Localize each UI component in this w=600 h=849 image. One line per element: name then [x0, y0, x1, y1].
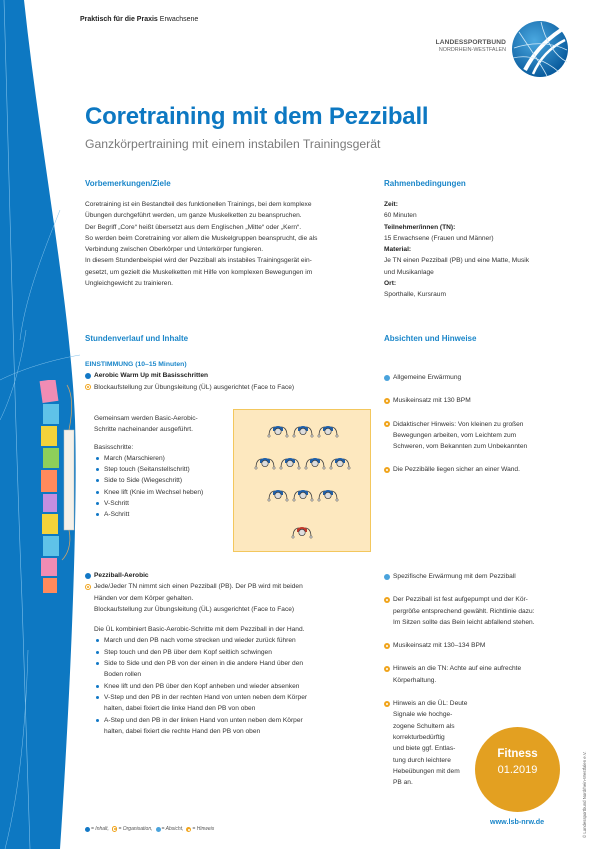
- participant-figure: [266, 424, 290, 438]
- section-heading-vorbemerkungen: Vorbemerkungen/Ziele: [85, 179, 171, 188]
- series-audience: Erwachsene: [159, 16, 199, 23]
- category-badge: [475, 727, 560, 812]
- absicht-item: [384, 571, 584, 582]
- organisation-item: [85, 581, 375, 615]
- hinweis-item: [384, 663, 584, 686]
- step-text: V-Schritt: [104, 500, 129, 508]
- absicht-icon: [156, 827, 161, 832]
- material-value: Je TN einen Pezziball (PB) und eine Matte, Musik: [384, 257, 530, 265]
- steps-label: Basisschritte:: [94, 443, 134, 451]
- step-text: Side to Side (Wiegeschritt): [104, 477, 183, 485]
- hinweis-item: [384, 640, 584, 651]
- basisschritte-text: [94, 413, 229, 521]
- legend: [85, 826, 217, 832]
- block-title: Pezziball-Aerobic: [94, 572, 149, 579]
- participant-figure: [316, 488, 340, 502]
- instructor-figure: [290, 525, 314, 539]
- organisation-text: Blockaufstellung zur Übungsleitung (ÜL) ausgerichtet (Face to Face): [94, 383, 295, 391]
- hinweis-item: [384, 594, 584, 628]
- organisation-text: Jede/Jeder TN nimmt sich einen Pezziball (PB). Der PB wird mit beiden: [94, 583, 303, 591]
- bullet-icon: [96, 651, 99, 654]
- participant-figure: [278, 456, 302, 470]
- text-line: In diesem Stundenbeispiel wird der Pezziball als instabiles Trainingsgerät ein-: [85, 257, 312, 265]
- participant-figure: [291, 424, 315, 438]
- intro-line: Schritte nacheinander ausgeführt.: [94, 426, 193, 434]
- bullet-icon: [96, 513, 99, 516]
- legend-organisation: = Organisation,: [118, 826, 153, 832]
- series-name: Praktisch für die Praxis: [80, 16, 158, 23]
- list-item: [94, 487, 229, 498]
- list-item: [94, 475, 229, 486]
- participant-figure: [266, 488, 290, 502]
- hinweis-icon: [384, 666, 390, 672]
- step-text: halten, dabei fixiert die rechte Hand den PB von oben: [104, 727, 261, 735]
- absichten-block-1: [384, 372, 584, 488]
- step-text: A-Step und den PB in der linken Hand von unten neben dem Körper: [104, 716, 303, 724]
- participant-figure: [316, 424, 340, 438]
- phase-einstimmung: [85, 359, 375, 393]
- hinweis-text: Musikeinsatz mit 130–134 BPM: [393, 642, 486, 650]
- intro-line: Gemeinsam werden Basic-Aerobic-: [94, 415, 198, 422]
- organisation-icon: [85, 384, 91, 390]
- organisation-icon: [85, 584, 91, 590]
- hinweis-icon: [384, 398, 390, 404]
- bullet-icon: [96, 479, 99, 482]
- basisschritte-list: [94, 453, 229, 521]
- hinweis-text: Musikeinsatz mit 130 BPM: [393, 397, 471, 405]
- step-text: Knee lift und den PB über den Kopf anheben und wieder absenken: [104, 682, 300, 690]
- participant-figure: [328, 456, 352, 470]
- legend-absicht: = Absicht,: [161, 826, 184, 832]
- pezziball-steps-list: [94, 635, 375, 737]
- phase-label: EINSTIMMUNG (10–15 Minuten): [85, 361, 187, 368]
- step-text: March (Marschieren): [104, 454, 165, 462]
- organisation-text: Händen vor dem Körper gehalten.: [94, 594, 194, 602]
- step-text: A-Schritt: [104, 511, 130, 519]
- step-text: halten, dabei fixiert die linke Hand den PB von oben: [104, 705, 256, 713]
- section-heading-rahmenbedingungen: Rahmenbedingungen: [384, 179, 466, 188]
- text-line: gesetzt, um gezielt die Muskelketten mit Hilfe von komplexen Bewegungen im: [85, 268, 313, 276]
- hinweis-text: korrekturbedürftig: [393, 733, 445, 741]
- hinweis-icon: [384, 467, 390, 473]
- text-line: Übungen durchgeführt werden, um ganze Muskelketten zu beanspruchen.: [85, 212, 302, 220]
- hinweis-icon: [186, 827, 191, 832]
- material-value: und Musikanlage: [384, 268, 434, 276]
- step-text: Knee lift (Knie im Wechsel heben): [104, 488, 204, 496]
- absicht-icon: [384, 375, 390, 381]
- intro-line: Die ÜL kombiniert Basic-Aerobic-Schritte mit dem Pezziball in der Hand.: [94, 626, 305, 634]
- hinweis-text: und biete ggf. Entlas-: [393, 745, 456, 753]
- list-item: [94, 635, 375, 646]
- hinweis-item: [384, 419, 584, 453]
- step-text: Side to Side und den PB von der einen in die andere Hand über den: [104, 660, 304, 668]
- tn-label: Teilnehmer/innen (TN):: [384, 223, 456, 231]
- list-item: [94, 692, 375, 715]
- badge-category: Fitness: [497, 748, 538, 760]
- landessportbund-logo-icon: [511, 20, 569, 78]
- step-text: Step touch und den PB über dem Kopf seitlich schwingen: [104, 648, 272, 656]
- list-item: [94, 464, 229, 475]
- list-item: [94, 453, 229, 464]
- organisation-text: Blockaufstellung zur Übungsleitung (ÜL) ausgerichtet (Face to Face): [94, 605, 295, 613]
- hinweis-text: Bewegungen arbeiten, vom Leichtem zum: [393, 431, 517, 439]
- zeit-value: 60 Minuten: [384, 212, 417, 220]
- tn-value: 15 Erwachsene (Frauen und Männer): [384, 234, 494, 242]
- step-text: Boden rollen: [104, 671, 142, 679]
- publisher-line-2: NORDRHEIN-WESTFALEN: [438, 47, 506, 53]
- legend-hinweis: = Hinweis: [192, 826, 215, 832]
- zeit-label: Zeit:: [384, 201, 398, 208]
- website-link[interactable]: www.lsb-nrw.de: [490, 817, 545, 826]
- hinweis-text: Im Sitzen sollte das Bein leicht abfallend stehen.: [393, 618, 535, 626]
- inhalt-icon: [85, 827, 90, 832]
- hinweis-icon: [384, 421, 390, 427]
- bullet-icon: [96, 639, 99, 642]
- hinweis-text: tung durch leichtere: [393, 756, 451, 764]
- inhalt-item: [85, 370, 375, 381]
- hinweis-item: [384, 395, 584, 406]
- bullet-icon: [96, 502, 99, 505]
- text-line: So werden beim Coretraining vor allem die Muskelgruppen beansprucht, die als: [85, 234, 318, 242]
- hinweis-icon: [384, 701, 390, 707]
- rahmenbedingungen-list: [384, 199, 584, 301]
- hinweis-text: Hinweis an die ÜL: Deute: [393, 700, 468, 708]
- hinweis-text: Schweren, vom Bekannten zum Unbekannten: [393, 443, 528, 451]
- bullet-icon: [96, 719, 99, 722]
- hinweis-text: Körperhaltung.: [393, 676, 437, 684]
- organisation-icon: [112, 826, 118, 832]
- publisher-line-1: LANDESSPORTBUND: [435, 39, 506, 46]
- hinweis-text: Der Pezziball ist fest aufgepumpt und der Kör-: [393, 596, 528, 604]
- list-item: [94, 498, 229, 509]
- participant-figure: [253, 456, 277, 470]
- absicht-text: Allgemeine Erwärmung: [393, 374, 462, 381]
- hinweis-text: Hebeübungen mit dem: [393, 767, 460, 775]
- ort-label: Ort:: [384, 280, 397, 288]
- page-title: Coretraining mit dem Pezziball: [85, 103, 429, 130]
- material-label: Material:: [384, 246, 412, 254]
- list-item: [94, 509, 229, 520]
- badge-issue: 01.2019: [497, 764, 538, 776]
- legend-inhalt: = Inhalt,: [91, 826, 109, 832]
- bullet-icon: [96, 696, 99, 699]
- praktisch-fuer-die-praxis-logo: [37, 380, 82, 595]
- hinweis-text: PB an.: [393, 779, 413, 787]
- formation-diagram: [233, 409, 371, 552]
- bullet-icon: [96, 457, 99, 460]
- bullet-icon: [96, 662, 99, 665]
- bullet-icon: [96, 468, 99, 471]
- text-line: Verbindung zwischen Oberkörper und Unterkörper fungieren.: [85, 246, 264, 254]
- section-heading-absichten: Absichten und Hinweise: [384, 334, 477, 343]
- block-title: Aerobic Warm Up mit Basisschritten: [94, 372, 209, 380]
- copyright-notice: © Landessportbund Nordrhein-Westfalen e.V.: [582, 751, 587, 838]
- bullet-icon: [96, 685, 99, 688]
- hinweis-text: zogene Schultern als: [393, 722, 455, 730]
- list-item: [94, 681, 375, 692]
- text-line: Der Begriff „Core“ heißt übersetzt aus dem Englischen „Mitte“ oder „Kern“.: [85, 223, 302, 231]
- series-line: [80, 16, 198, 23]
- participant-figure: [303, 456, 327, 470]
- inhalt-icon: [85, 573, 91, 579]
- hinweis-item: [384, 464, 584, 475]
- participant-figure: [291, 488, 315, 502]
- ort-value: Sporthalle, Kursraum: [384, 291, 446, 299]
- publisher-name: [418, 39, 506, 53]
- absicht-text: Spezifische Erwärmung mit dem Pezziball: [393, 573, 516, 580]
- hinweis-text: Didaktischer Hinweis: Von kleinen zu großen: [393, 420, 524, 428]
- absicht-item: [384, 372, 584, 383]
- step-text: March und den PB nach vorne strecken und wieder zurück führen: [104, 637, 296, 645]
- absicht-icon: [384, 574, 390, 580]
- vorbemerkungen-text: [85, 199, 375, 289]
- list-item: [94, 715, 375, 738]
- hinweis-icon: [384, 597, 390, 603]
- hinweis-text: Die Pezzibälle liegen sicher an einer Wand.: [393, 466, 520, 474]
- text-line: Ungleichgewicht zu trainieren.: [85, 280, 173, 288]
- page-subtitle: Ganzkörpertraining mit einem instabilen Trainingsgerät: [85, 137, 381, 151]
- bullet-icon: [96, 491, 99, 494]
- hinweis-text: pergröße entsprechend gewählt. Richtlinie dazu:: [393, 607, 535, 615]
- hinweis-text: Hinweis an die TN: Achte auf eine aufrechte: [393, 665, 522, 673]
- step-text: V-Step und den PB in der rechten Hand von unten neben dem Körper: [104, 693, 308, 701]
- inhalt-item: [85, 570, 375, 581]
- list-item: [94, 658, 375, 681]
- organisation-item: [85, 382, 375, 393]
- hinweis-text: Signale wie hochge-: [393, 711, 453, 719]
- list-item: [94, 647, 375, 658]
- hinweis-icon: [384, 643, 390, 649]
- block-pezziball-aerobic: [85, 570, 375, 737]
- step-text: Step touch (Seitanstellschritt): [104, 466, 190, 474]
- inhalt-icon: [85, 373, 91, 379]
- text-line: Coretraining ist ein Bestandteil des funktionellen Trainings, bei dem komplexe: [85, 201, 312, 208]
- section-heading-stundenverlauf: Stundenverlauf und Inhalte: [85, 334, 189, 343]
